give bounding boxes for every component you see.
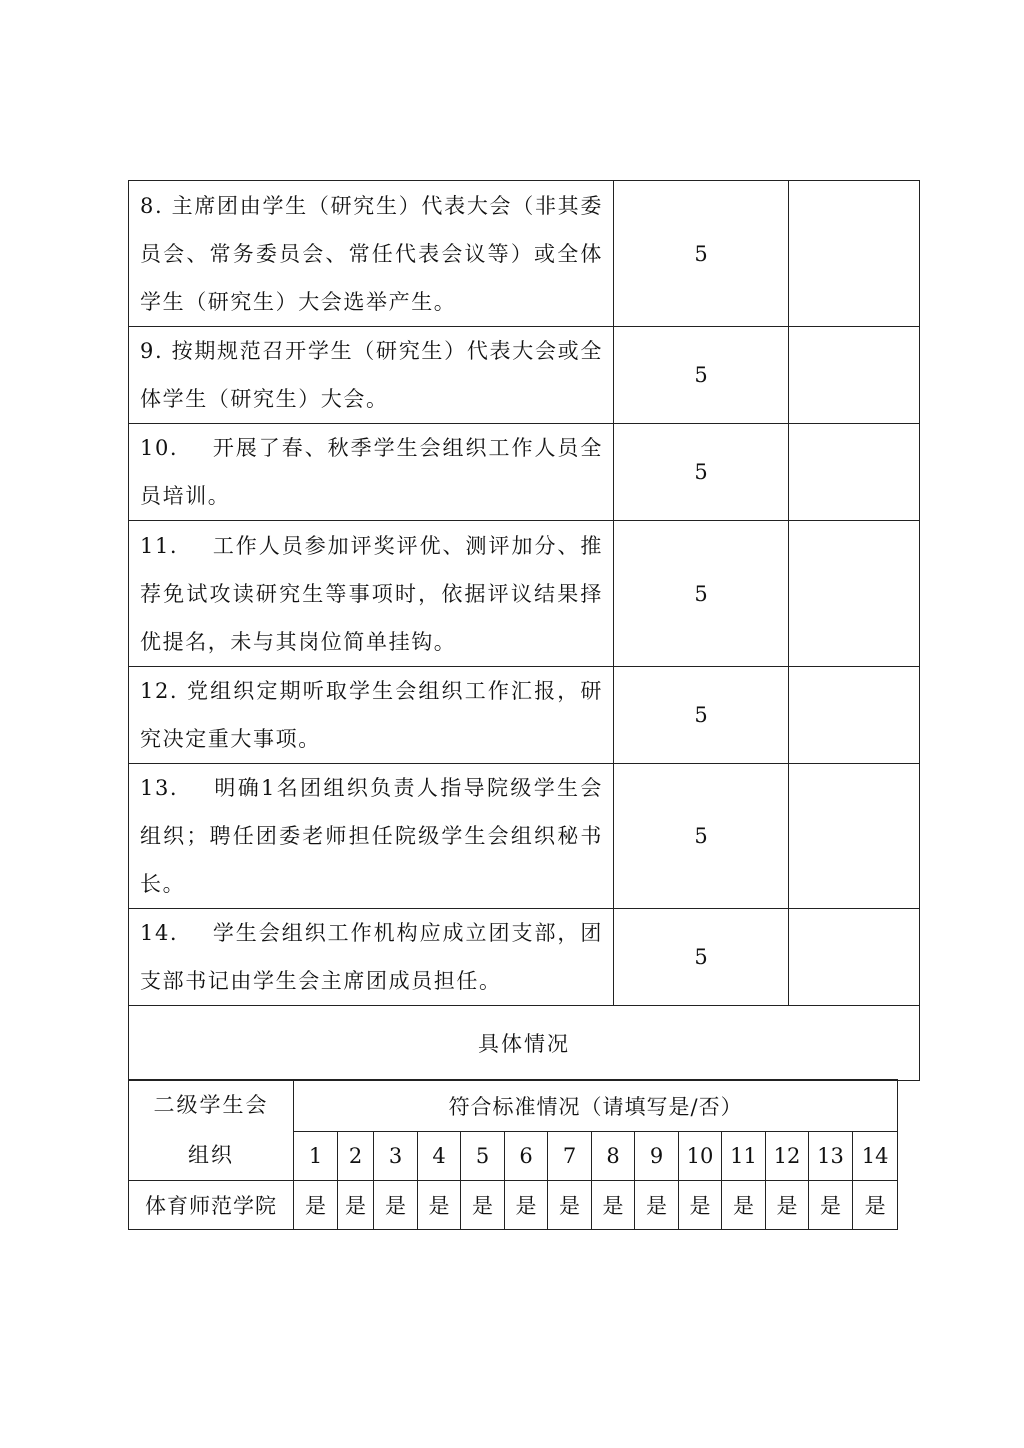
compliance-value: 是 — [548, 1181, 592, 1230]
criteria-blank-cell — [789, 327, 920, 424]
criteria-number: 13. — [140, 776, 179, 800]
criteria-number: 8. — [140, 193, 164, 218]
org-column-header — [129, 1080, 294, 1181]
compliance-value: 是 — [722, 1181, 766, 1230]
criteria-number: 11. — [140, 533, 179, 558]
criteria-text: 主席团由学生（研究生）代表大会（非其委员会、常务委员会、常任代表会议等）或全体学生（研究生）大会选举产生。 — [140, 193, 603, 314]
compliance-header-row — [129, 1080, 898, 1132]
criteria-score: 5 — [614, 521, 789, 667]
criteria-text: 党组织定期听取学生会组织工作汇报，研究决定重大事项。 — [140, 679, 603, 751]
criteria-blank-cell — [789, 667, 920, 764]
criteria-row-14 — [129, 909, 920, 1006]
criteria-score: 5 — [614, 909, 789, 1006]
column-number: 1 — [294, 1131, 338, 1181]
criteria-text-cell — [129, 764, 614, 909]
criteria-row-12 — [129, 667, 920, 764]
criteria-number: 10. — [140, 436, 179, 460]
compliance-value: 是 — [294, 1181, 338, 1230]
compliance-value: 是 — [374, 1181, 418, 1230]
compliance-value: 是 — [338, 1181, 374, 1230]
compliance-table — [128, 1079, 898, 1230]
column-number: 3 — [374, 1131, 418, 1181]
criteria-score: 5 — [614, 424, 789, 521]
criteria-blank-cell — [789, 181, 920, 327]
criteria-text-cell — [129, 181, 614, 327]
criteria-number: 12. — [140, 679, 179, 703]
org-header-line2: 组织 — [188, 1143, 234, 1168]
criteria-text: 学生会组织工作机构应成立团支部，团支部书记由学生会主席团成员担任。 — [140, 921, 603, 993]
criteria-row-13 — [129, 764, 920, 909]
column-number: 6 — [505, 1131, 548, 1181]
compliance-value: 是 — [418, 1181, 461, 1230]
criteria-score: 5 — [614, 181, 789, 327]
compliance-value: 是 — [679, 1181, 722, 1230]
criteria-text: 明确1名团组织负责人指导院级学生会组织；聘任团委老师担任院级学生会组织秘书长。 — [140, 776, 604, 896]
details-title-row — [129, 1006, 920, 1081]
column-number: 10 — [679, 1131, 722, 1181]
criteria-row-10 — [129, 424, 920, 521]
criteria-blank-cell — [789, 909, 920, 1006]
compliance-value: 是 — [766, 1181, 809, 1230]
criteria-row-9 — [129, 327, 920, 424]
column-number: 8 — [592, 1131, 635, 1181]
column-number: 13 — [809, 1131, 853, 1181]
compliance-value: 是 — [635, 1181, 679, 1230]
criteria-score: 5 — [614, 667, 789, 764]
evaluation-document — [128, 180, 897, 1230]
column-number: 5 — [461, 1131, 505, 1181]
column-number: 12 — [766, 1131, 809, 1181]
column-number: 7 — [548, 1131, 592, 1181]
criteria-blank-cell — [789, 764, 920, 909]
org-name: 体育师范学院 — [129, 1181, 294, 1230]
table-row — [129, 1181, 898, 1230]
criteria-text-cell — [129, 327, 614, 424]
criteria-text-cell — [129, 667, 614, 764]
column-number: 9 — [635, 1131, 679, 1181]
criteria-text: 开展了春、秋季学生会组织工作人员全员培训。 — [140, 436, 603, 508]
compliance-value: 是 — [592, 1181, 635, 1230]
criteria-text: 工作人员参加评奖评优、测评加分、推荐免试攻读研究生等事项时，依据评议结果择优提名，未与其岗位简单挂钩。 — [140, 533, 603, 654]
column-number: 11 — [722, 1131, 766, 1181]
standard-header: 符合标准情况（请填写是/否） — [294, 1080, 898, 1132]
compliance-value: 是 — [809, 1181, 853, 1230]
criteria-score: 5 — [614, 327, 789, 424]
column-number: 2 — [338, 1131, 374, 1181]
criteria-number: 9. — [140, 339, 164, 363]
criteria-number: 14. — [140, 921, 179, 945]
criteria-row-11 — [129, 521, 920, 667]
criteria-row-8 — [129, 181, 920, 327]
column-number: 14 — [853, 1131, 898, 1181]
criteria-text-cell — [129, 424, 614, 521]
compliance-value: 是 — [505, 1181, 548, 1230]
criteria-table — [128, 180, 920, 1081]
org-header-line1: 二级学生会 — [153, 1093, 269, 1118]
compliance-value: 是 — [853, 1181, 898, 1230]
criteria-text-cell — [129, 909, 614, 1006]
criteria-score: 5 — [614, 764, 789, 909]
column-number: 4 — [418, 1131, 461, 1181]
details-title: 具体情况 — [129, 1006, 920, 1081]
criteria-blank-cell — [789, 521, 920, 667]
criteria-text-cell — [129, 521, 614, 667]
compliance-value: 是 — [461, 1181, 505, 1230]
criteria-blank-cell — [789, 424, 920, 521]
criteria-text: 按期规范召开学生（研究生）代表大会或全体学生（研究生）大会。 — [140, 339, 603, 411]
